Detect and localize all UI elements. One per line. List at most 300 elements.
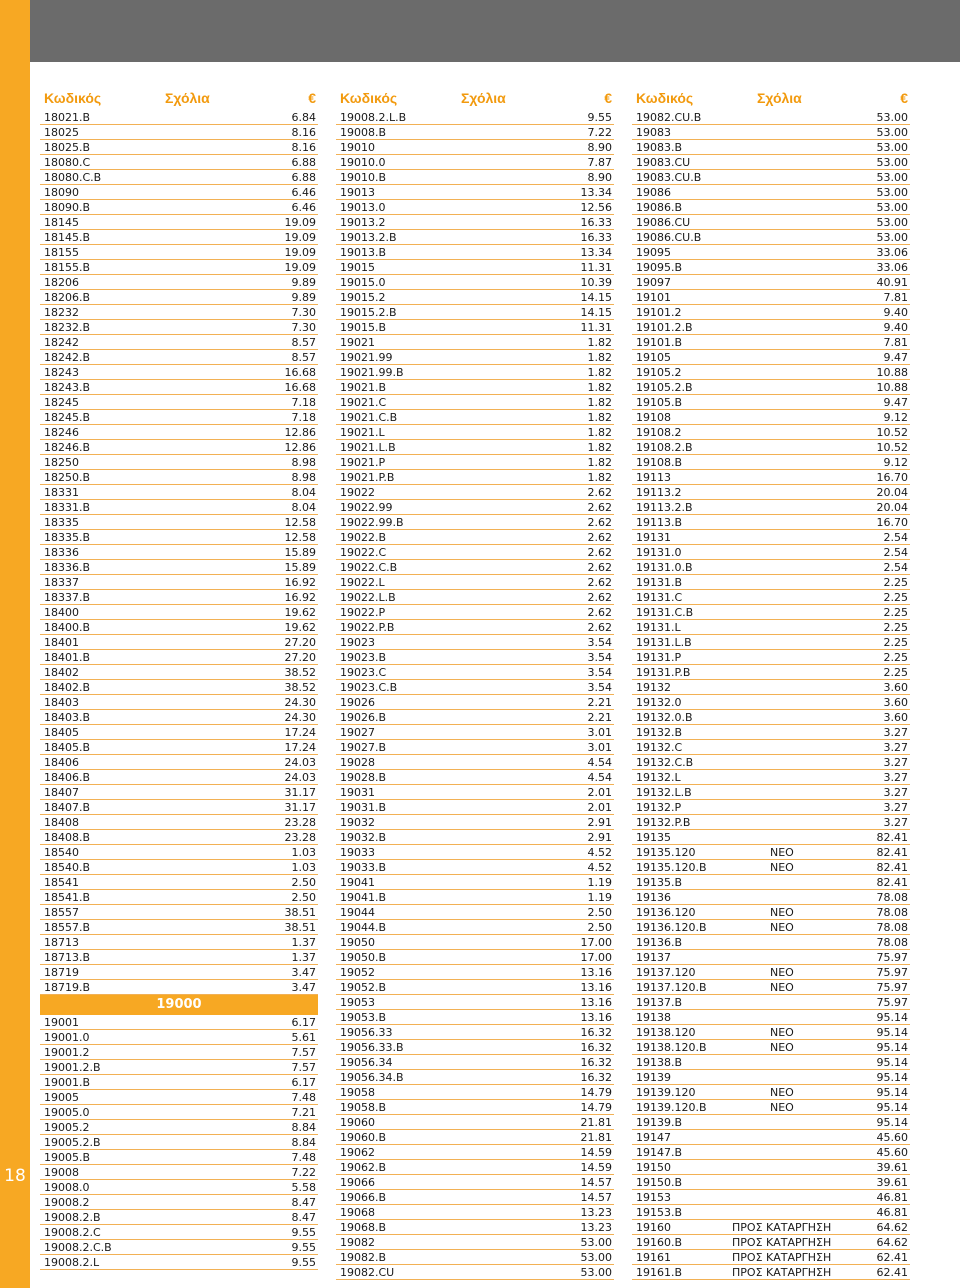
table-row: [632, 695, 910, 710]
product-price: 3.60: [883, 681, 908, 694]
product-code: 19032: [340, 816, 375, 829]
product-price: 6.17: [291, 1076, 316, 1089]
product-code: 19086.B: [636, 201, 683, 214]
product-price: 1.03: [291, 846, 316, 859]
table-row: [632, 830, 910, 845]
product-code: 19053: [340, 996, 375, 1009]
table-row: [40, 1180, 318, 1195]
table-row: [632, 605, 910, 620]
product-code: 19131.L: [636, 621, 681, 634]
table-row: [40, 185, 318, 200]
product-price: 2.50: [291, 891, 316, 904]
product-code: 19031: [340, 786, 375, 799]
product-code: 19138.B: [636, 1056, 683, 1069]
product-price: 10.52: [876, 441, 908, 454]
product-code: 19161.B: [636, 1266, 683, 1279]
product-code: 19086.CU: [636, 216, 691, 229]
product-code: 19131.P.B: [636, 666, 691, 679]
product-code: 19147: [636, 1131, 671, 1144]
table-row: [336, 305, 614, 320]
product-code: 19082.B: [340, 1251, 387, 1264]
product-code: 18540.B: [44, 861, 91, 874]
table-row: [632, 800, 910, 815]
table-row: [336, 470, 614, 485]
product-price: 31.17: [284, 801, 316, 814]
product-code: 19131.B: [636, 576, 683, 589]
product-code: 19021: [340, 336, 375, 349]
product-price: 2.01: [587, 801, 612, 814]
product-code: 18155.B: [44, 261, 91, 274]
product-price: 12.56: [580, 201, 612, 214]
product-code: 19066: [340, 1176, 375, 1189]
product-code: 19027.B: [340, 741, 387, 754]
product-price: 16.68: [284, 366, 316, 379]
product-code: 19105: [636, 351, 671, 364]
header-price: €: [900, 90, 908, 106]
product-code: 19013: [340, 186, 375, 199]
product-price: 40.91: [876, 276, 908, 289]
product-code: 18090: [44, 186, 79, 199]
product-code: 18250: [44, 456, 79, 469]
table-row: [632, 1100, 910, 1115]
table-row: [336, 770, 614, 785]
table-row: [40, 575, 318, 590]
table-row: [40, 1090, 318, 1105]
product-code: 19132.C: [636, 741, 683, 754]
product-price: 75.97: [876, 966, 908, 979]
product-code: 18232.B: [44, 321, 91, 334]
product-price: 16.32: [580, 1026, 612, 1039]
product-price: 6.88: [291, 156, 316, 169]
product-code: 19138.120.B: [636, 1041, 707, 1054]
table-row: [336, 1085, 614, 1100]
table-row: [632, 620, 910, 635]
product-price: 11.31: [580, 321, 612, 334]
product-code: 18145.B: [44, 231, 91, 244]
product-price: 8.47: [291, 1196, 316, 1209]
table-row: [336, 905, 614, 920]
product-price: 20.04: [876, 486, 908, 499]
product-code: 19021.L.B: [340, 441, 396, 454]
table-row: [40, 1030, 318, 1045]
product-code: 19028: [340, 756, 375, 769]
table-row: [40, 560, 318, 575]
table-row: [336, 890, 614, 905]
table-row: [336, 830, 614, 845]
product-code: 19132.B: [636, 726, 683, 739]
table-row: [632, 845, 910, 860]
product-code: 18331.B: [44, 501, 91, 514]
table-row: [336, 1130, 614, 1145]
product-price: 17.24: [284, 741, 316, 754]
table-row: [40, 320, 318, 335]
product-code: 18232: [44, 306, 79, 319]
product-price: 1.82: [587, 411, 612, 424]
product-code: 18242.B: [44, 351, 91, 364]
table-row: [632, 260, 910, 275]
table-row: [336, 590, 614, 605]
product-price: 53.00: [580, 1266, 612, 1279]
product-price: 8.57: [291, 351, 316, 364]
table-row: [336, 395, 614, 410]
product-code: 19105.2: [636, 366, 682, 379]
product-code: 18025: [44, 126, 79, 139]
product-code: 19138: [636, 1011, 671, 1024]
product-code: 19008.2: [44, 1196, 90, 1209]
product-code: 19023.C.B: [340, 681, 398, 694]
product-price: 9.89: [291, 291, 316, 304]
product-code: 18406.B: [44, 771, 91, 784]
product-code: 19056.33: [340, 1026, 393, 1039]
product-price: 3.54: [587, 681, 612, 694]
product-price: 2.62: [587, 531, 612, 544]
product-code: 19041: [340, 876, 375, 889]
product-price: 7.30: [291, 321, 316, 334]
product-code: 19010: [340, 141, 375, 154]
table-row: [632, 305, 910, 320]
product-price: 33.06: [876, 246, 908, 259]
column-header: [336, 88, 614, 110]
product-price: 7.18: [291, 411, 316, 424]
table-row: [632, 575, 910, 590]
product-price: 9.55: [587, 111, 612, 124]
product-price: 12.58: [284, 531, 316, 544]
table-row: [336, 125, 614, 140]
product-note: ΠΡΟΣ ΚΑΤΑΡΓΗΣΗ: [732, 1251, 832, 1264]
product-price: 3.27: [883, 726, 908, 739]
product-price: 10.88: [876, 381, 908, 394]
product-price: 2.91: [587, 831, 612, 844]
product-note: ΝΕΟ: [770, 1026, 794, 1039]
table-row: [40, 1015, 318, 1030]
product-code: 19008.2.C: [44, 1226, 101, 1239]
product-code: 19108.2.B: [636, 441, 693, 454]
table-row: [336, 545, 614, 560]
table-row: [40, 860, 318, 875]
table-row: [632, 410, 910, 425]
product-price: 2.21: [587, 696, 612, 709]
product-price: 13.16: [580, 981, 612, 994]
product-price: 7.30: [291, 306, 316, 319]
product-code: 18337: [44, 576, 79, 589]
product-code: 18401.B: [44, 651, 91, 664]
product-price: 53.00: [876, 156, 908, 169]
product-code: 19060: [340, 1116, 375, 1129]
product-code: 19050.B: [340, 951, 387, 964]
product-code: 19027: [340, 726, 375, 739]
product-price: 1.82: [587, 426, 612, 439]
product-price: 8.84: [291, 1121, 316, 1134]
table-row: [336, 1145, 614, 1160]
product-code: 18402.B: [44, 681, 91, 694]
product-code: 18406: [44, 756, 79, 769]
product-note: ΠΡΟΣ ΚΑΤΑΡΓΗΣΗ: [732, 1236, 832, 1249]
product-code: 19058.B: [340, 1101, 387, 1114]
table-row: [336, 500, 614, 515]
product-note: ΠΡΟΣ ΚΑΤΑΡΓΗΣΗ: [732, 1266, 832, 1279]
product-code: 18405.B: [44, 741, 91, 754]
column-header: [632, 88, 910, 110]
product-price: 2.62: [587, 546, 612, 559]
product-code: 19021.L: [340, 426, 385, 439]
table-row: [632, 350, 910, 365]
product-price: 3.27: [883, 741, 908, 754]
product-price: 10.39: [580, 276, 612, 289]
table-row: [632, 515, 910, 530]
table-row: [336, 410, 614, 425]
table-row: [336, 455, 614, 470]
product-price: 16.33: [580, 216, 612, 229]
product-code: 19139.B: [636, 1116, 683, 1129]
header-bar: [30, 0, 960, 62]
product-price: 53.00: [580, 1251, 612, 1264]
table-row: [336, 920, 614, 935]
table-row: [40, 800, 318, 815]
product-price: 2.25: [883, 666, 908, 679]
product-price: 1.82: [587, 336, 612, 349]
table-row: [632, 1025, 910, 1040]
product-code: 19131.P: [636, 651, 682, 664]
table-row: [336, 560, 614, 575]
table-row: [40, 200, 318, 215]
product-code: 19132.P.B: [636, 816, 691, 829]
product-price: 27.20: [284, 636, 316, 649]
product-code: 19135: [636, 831, 671, 844]
table-row: [632, 275, 910, 290]
product-price: 15.89: [284, 561, 316, 574]
product-code: 18246.B: [44, 441, 91, 454]
product-code: 19108: [636, 411, 671, 424]
table-row: [40, 245, 318, 260]
table-row: [632, 860, 910, 875]
table-row: [40, 740, 318, 755]
header-price: €: [604, 90, 612, 106]
product-code: 18335.B: [44, 531, 91, 544]
table-row: [632, 815, 910, 830]
table-row: [40, 395, 318, 410]
product-price: 2.25: [883, 576, 908, 589]
table-row: [632, 770, 910, 785]
table-row: [632, 230, 910, 245]
product-code: 19068.B: [340, 1221, 387, 1234]
product-code: 19095.B: [636, 261, 683, 274]
table-row: [336, 605, 614, 620]
product-code: 19066.B: [340, 1191, 387, 1204]
product-code: 19137.B: [636, 996, 683, 1009]
table-row: [40, 1165, 318, 1180]
product-code: 19113.B: [636, 516, 683, 529]
table-row: [40, 1075, 318, 1090]
product-price: 45.60: [876, 1131, 908, 1144]
table-row: [336, 365, 614, 380]
product-price: 24.30: [284, 696, 316, 709]
product-code: 18245.B: [44, 411, 91, 424]
product-code: 19082.CU.B: [636, 111, 702, 124]
product-code: 19139: [636, 1071, 671, 1084]
product-code: 19153.B: [636, 1206, 683, 1219]
table-row: [40, 1060, 318, 1075]
table-row: [40, 680, 318, 695]
product-price: 3.27: [883, 771, 908, 784]
product-code: 18021.B: [44, 111, 91, 124]
product-price: 16.70: [876, 471, 908, 484]
product-price: 7.87: [587, 156, 612, 169]
price-column-1: [40, 88, 318, 1270]
product-code: 19062: [340, 1146, 375, 1159]
product-price: 75.97: [876, 951, 908, 964]
product-code: 19052.B: [340, 981, 387, 994]
product-code: 19023: [340, 636, 375, 649]
product-price: 82.41: [876, 831, 908, 844]
product-price: 78.08: [876, 936, 908, 949]
product-code: 19008: [44, 1166, 79, 1179]
table-row: [632, 335, 910, 350]
product-price: 2.62: [587, 516, 612, 529]
table-row: [40, 1240, 318, 1255]
product-code: 19001.2: [44, 1046, 90, 1059]
product-code: 19053.B: [340, 1011, 387, 1024]
product-price: 23.28: [284, 831, 316, 844]
table-row: [632, 290, 910, 305]
product-code: 18405: [44, 726, 79, 739]
table-row: [632, 905, 910, 920]
product-price: 3.01: [587, 726, 612, 739]
table-row: [40, 530, 318, 545]
product-code: 19139.120.B: [636, 1101, 707, 1114]
product-price: 2.50: [587, 921, 612, 934]
table-row: [40, 545, 318, 560]
table-row: [40, 905, 318, 920]
product-code: 19150: [636, 1161, 671, 1174]
product-code: 19008.2.L: [44, 1256, 100, 1269]
table-row: [632, 365, 910, 380]
table-row: [40, 440, 318, 455]
product-price: 14.57: [580, 1191, 612, 1204]
product-code: 19008.0: [44, 1181, 90, 1194]
product-price: 7.48: [291, 1151, 316, 1164]
product-code: 19137.120: [636, 966, 696, 979]
product-code: 19153: [636, 1191, 671, 1204]
table-row: [40, 455, 318, 470]
product-price: 4.54: [587, 756, 612, 769]
product-price: 7.81: [883, 336, 908, 349]
product-code: 19132.P: [636, 801, 682, 814]
product-code: 19005.0: [44, 1106, 90, 1119]
table-row: [336, 380, 614, 395]
product-price: 3.54: [587, 651, 612, 664]
table-row: [632, 665, 910, 680]
product-code: 19131.0: [636, 546, 682, 559]
table-row: [40, 110, 318, 125]
product-price: 8.84: [291, 1136, 316, 1149]
product-price: 13.23: [580, 1206, 612, 1219]
product-price: 2.25: [883, 621, 908, 634]
table-row: [336, 1100, 614, 1115]
product-price: 2.62: [587, 501, 612, 514]
product-price: 16.33: [580, 231, 612, 244]
table-row: [632, 1145, 910, 1160]
table-row: [336, 1070, 614, 1085]
table-row: [632, 950, 910, 965]
table-row: [632, 1190, 910, 1205]
product-note: ΠΡΟΣ ΚΑΤΑΡΓΗΣΗ: [732, 1221, 832, 1234]
product-code: 19082: [340, 1236, 375, 1249]
product-code: 19026.B: [340, 711, 387, 724]
product-code: 19139.120: [636, 1086, 696, 1099]
table-row: [40, 620, 318, 635]
product-code: 19056.33.B: [340, 1041, 404, 1054]
table-row: [336, 680, 614, 695]
table-row: [632, 1115, 910, 1130]
table-row: [336, 875, 614, 890]
product-price: 24.03: [284, 756, 316, 769]
product-code: 19005.2: [44, 1121, 90, 1134]
product-note: ΝΕΟ: [770, 906, 794, 919]
table-row: [632, 920, 910, 935]
table-row: [632, 320, 910, 335]
product-code: 19022.99: [340, 501, 393, 514]
table-row: [632, 1010, 910, 1025]
product-code: 18407: [44, 786, 79, 799]
table-row: [336, 245, 614, 260]
table-row: [336, 845, 614, 860]
product-code: 19015: [340, 261, 375, 274]
product-price: 53.00: [876, 216, 908, 229]
product-code: 19147.B: [636, 1146, 683, 1159]
table-row: [336, 575, 614, 590]
product-code: 18090.B: [44, 201, 91, 214]
product-price: 14.79: [580, 1101, 612, 1114]
product-price: 7.18: [291, 396, 316, 409]
column-header: [40, 88, 318, 110]
product-price: 7.21: [291, 1106, 316, 1119]
product-price: 9.55: [291, 1256, 316, 1269]
product-code: 19022.L.B: [340, 591, 396, 604]
product-price: 2.62: [587, 486, 612, 499]
product-price: 4.52: [587, 861, 612, 874]
product-price: 75.97: [876, 981, 908, 994]
product-price: 95.14: [876, 1026, 908, 1039]
product-price: 16.32: [580, 1041, 612, 1054]
product-price: 3.27: [883, 816, 908, 829]
product-code: 19022.B: [340, 531, 387, 544]
product-price: 2.25: [883, 591, 908, 604]
product-price: 7.57: [291, 1061, 316, 1074]
product-price: 62.41: [876, 1266, 908, 1279]
product-price: 1.03: [291, 861, 316, 874]
product-price: 9.89: [291, 276, 316, 289]
product-price: 2.25: [883, 636, 908, 649]
product-price: 17.24: [284, 726, 316, 739]
product-price: 82.41: [876, 846, 908, 859]
product-price: 64.62: [876, 1236, 908, 1249]
product-price: 14.79: [580, 1086, 612, 1099]
table-row: [40, 920, 318, 935]
product-code: 19008.2.B: [44, 1211, 101, 1224]
table-row: [40, 605, 318, 620]
product-price: 46.81: [876, 1191, 908, 1204]
product-code: 18540: [44, 846, 79, 859]
table-row: [336, 695, 614, 710]
table-row: [40, 785, 318, 800]
product-code: 19135.B: [636, 876, 683, 889]
product-code: 19136.120.B: [636, 921, 707, 934]
table-row: [632, 995, 910, 1010]
product-price: 95.14: [876, 1071, 908, 1084]
product-code: 19136: [636, 891, 671, 904]
product-price: 4.54: [587, 771, 612, 784]
product-code: 19044.B: [340, 921, 387, 934]
